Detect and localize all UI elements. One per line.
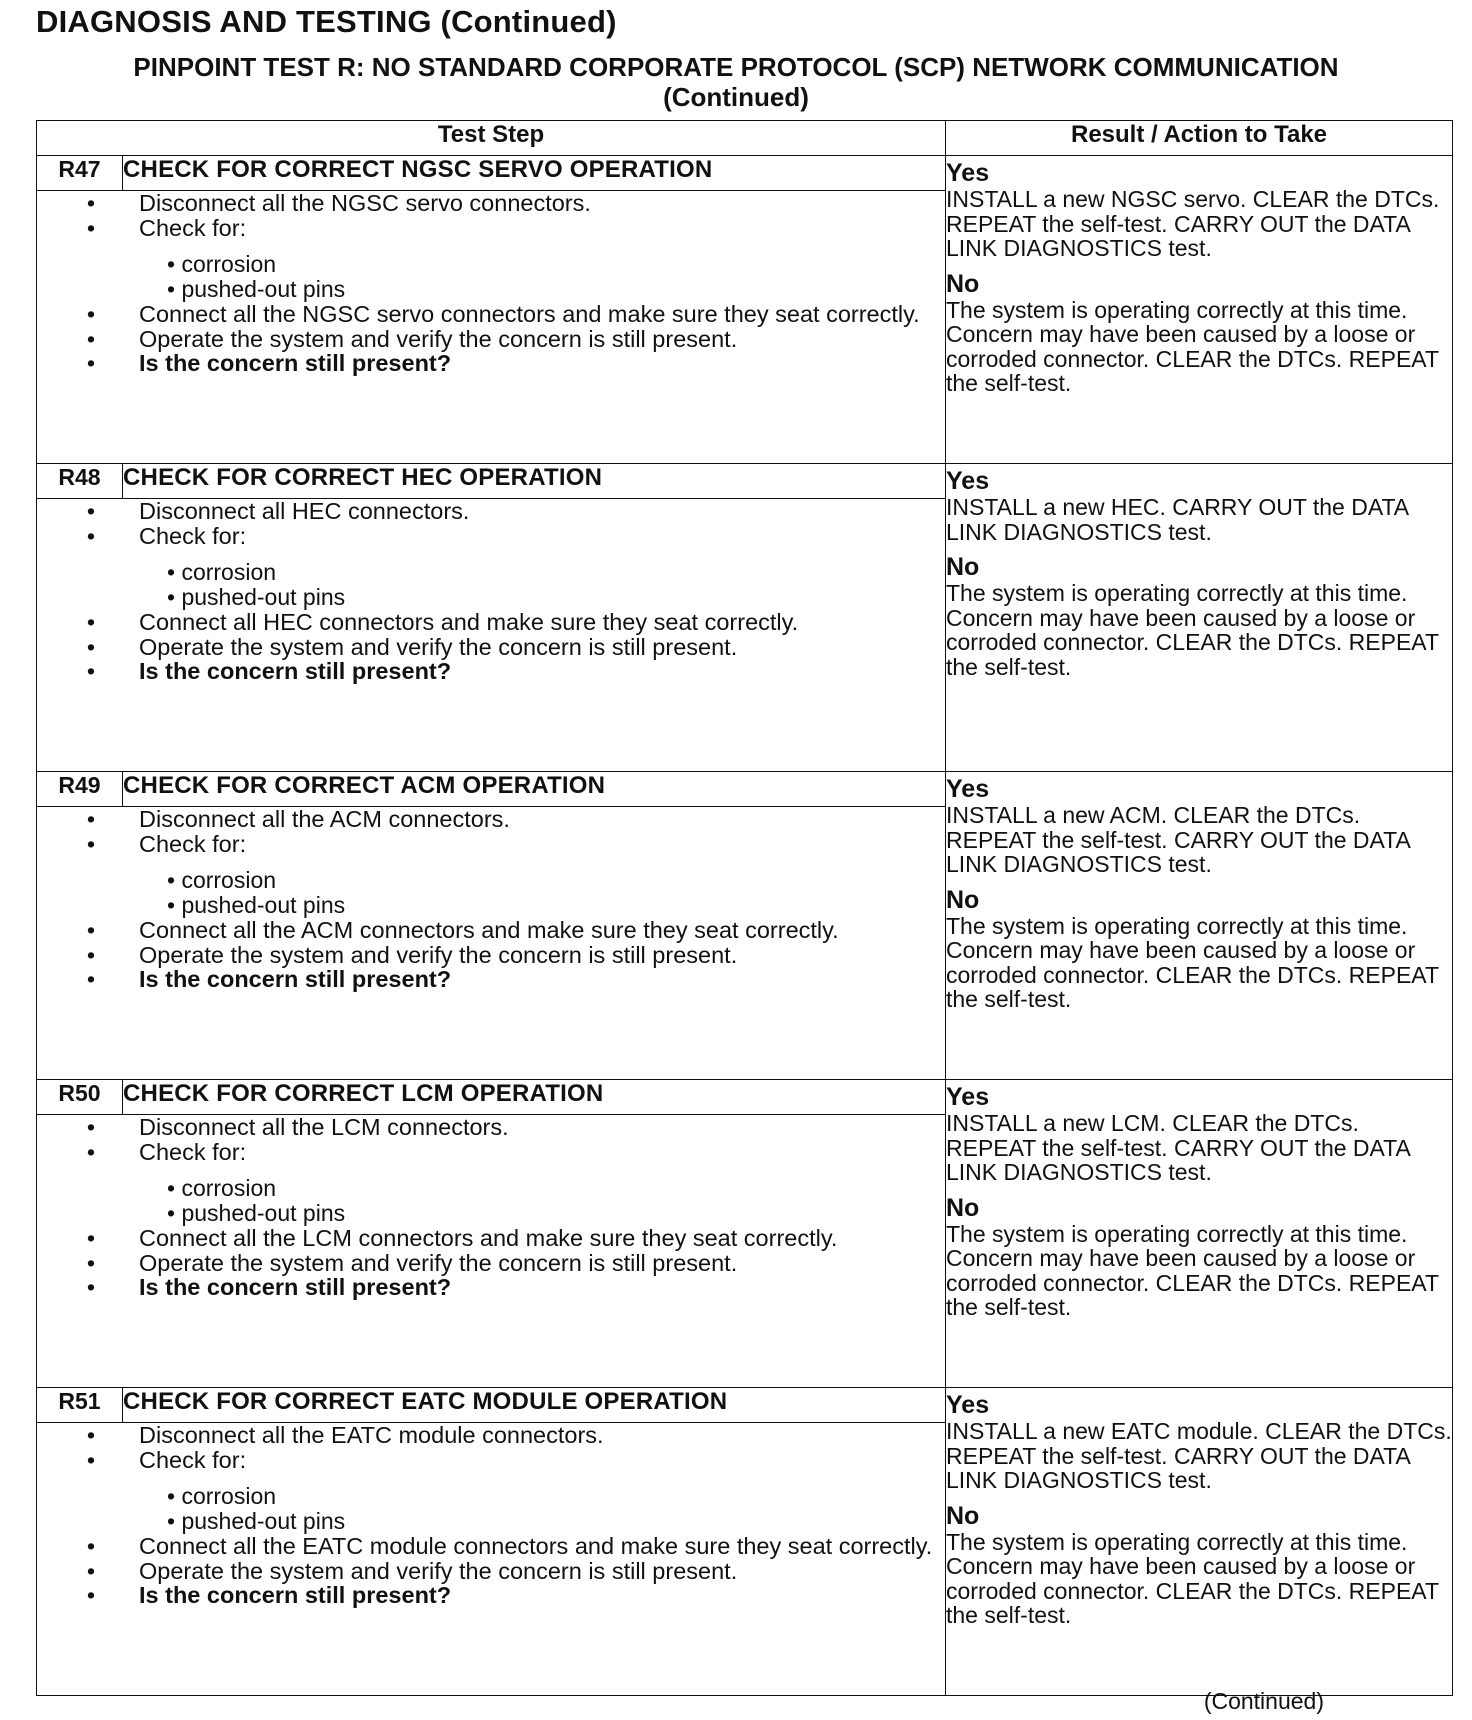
step-result	[946, 772, 1453, 1080]
result-header: Result / Action to Take	[946, 121, 1453, 156]
no-action: The system is operating correctly at this time. Concern may have been caused by a loose or corroded connector. CLEAR the DTCs. REPEAT the self-test.	[946, 296, 1439, 396]
page-title: DIAGNOSIS AND TESTING (Continued)	[36, 4, 617, 39]
step-bullet	[37, 302, 945, 327]
no-action: The system is operating correctly at this time. Concern may have been caused by a loose or corroded connector. CLEAR the DTCs. REPEAT the self-test.	[946, 580, 1439, 680]
test-step-header: Test Step	[37, 121, 946, 156]
check-sublist	[37, 1164, 945, 1226]
pinpoint-test-title-line1: PINPOINT TEST R: NO STANDARD CORPORATE PROTOCOL (SCP) NETWORK COMMUNICATION	[133, 52, 1339, 82]
yes-label: Yes	[946, 159, 990, 187]
bullet-dot: •	[86, 941, 96, 968]
step-title: CHECK FOR CORRECT LCM OPERATION	[123, 1080, 946, 1115]
step-id: R48	[37, 464, 123, 499]
check-sublist	[37, 548, 945, 610]
step-title-row	[37, 464, 1453, 499]
step-bullet	[37, 499, 945, 524]
step-result	[946, 1080, 1453, 1388]
step-bullet	[37, 1559, 945, 1584]
bullet-dot: •	[86, 917, 96, 943]
yes-label: Yes	[946, 467, 990, 495]
step-bullet	[37, 943, 945, 968]
bullet-text: Connect all the LCM connectors and make sure they seat correctly.	[139, 1225, 838, 1251]
step-result	[946, 156, 1453, 464]
bullet-dot: •	[86, 498, 96, 524]
bullet-text: Check for:	[139, 214, 247, 241]
step-bullet	[37, 1448, 945, 1473]
yes-action: INSTALL a new LCM. CLEAR the DTCs. REPEAT the self-test. CARRY OUT the DATA LINK DIAGNOSTICS test.	[946, 1110, 1410, 1185]
step-bullet	[37, 1423, 945, 1448]
sub-item: • pushed-out pins	[167, 1200, 346, 1226]
question-text: Is the concern still present?	[139, 966, 452, 992]
bullet-text: Connect all HEC connectors and make sure they seat correctly.	[139, 609, 799, 635]
step-bullet	[37, 807, 945, 832]
step-bullet	[37, 635, 945, 660]
step-instructions	[37, 1423, 946, 1696]
step-bullet	[37, 1115, 945, 1140]
no-action: The system is operating correctly at this time. Concern may have been caused by a loose or corroded connector. CLEAR the DTCs. REPEAT the self-test.	[946, 1220, 1439, 1320]
continued-footer: (Continued)	[1203, 1688, 1324, 1714]
step-id: R49	[37, 772, 123, 807]
bullet-dot: •	[86, 806, 96, 832]
yes-label: Yes	[946, 775, 990, 803]
bullet-dot: •	[86, 350, 96, 376]
no-label: No	[946, 1501, 980, 1530]
question-text: Is the concern still present?	[139, 658, 452, 684]
step-title-row	[37, 1388, 1453, 1423]
step-id: R51	[37, 1388, 123, 1423]
step-instructions	[37, 807, 946, 1080]
step-bullet	[37, 832, 945, 857]
sub-item: • corrosion	[167, 1175, 277, 1201]
step-result	[946, 464, 1453, 772]
pinpoint-test-title	[0, 52, 1472, 112]
bullet-text: Disconnect all HEC connectors.	[139, 498, 470, 524]
question-text: Is the concern still present?	[139, 1274, 452, 1300]
bullet-dot: •	[86, 609, 96, 635]
step-title-row	[37, 1080, 1453, 1115]
step-question	[37, 351, 945, 376]
yes-action: INSTALL a new NGSC servo. CLEAR the DTCs. REPEAT the self-test. CARRY OUT the DATA LINK DIAGNOSTICS test.	[946, 186, 1440, 261]
step-result	[946, 1388, 1453, 1696]
step-bullet	[37, 524, 945, 549]
bullet-dot: •	[86, 1114, 96, 1140]
bullet-dot: •	[86, 1582, 96, 1608]
bullet-text: Disconnect all the LCM connectors.	[139, 1114, 509, 1140]
sub-item: • corrosion	[167, 251, 277, 277]
bullet-text: Check for:	[139, 830, 247, 857]
bullet-text: Check for:	[139, 1446, 247, 1473]
sub-item: • corrosion	[167, 1483, 277, 1509]
step-id: R50	[37, 1080, 123, 1115]
step-id: R47	[37, 156, 123, 191]
step-question	[37, 967, 945, 992]
step-title: CHECK FOR CORRECT NGSC SERVO OPERATION	[123, 156, 946, 191]
sub-item: • corrosion	[167, 867, 277, 893]
bullet-dot: •	[86, 1557, 96, 1584]
sub-item: • pushed-out pins	[167, 892, 346, 918]
bullet-dot: •	[86, 325, 96, 352]
step-bullet	[37, 918, 945, 943]
bullet-text: Disconnect all the ACM connectors.	[139, 806, 510, 832]
sub-item: • pushed-out pins	[167, 276, 346, 302]
bullet-text: Connect all the NGSC servo connectors and make sure they seat correctly.	[139, 301, 920, 327]
sub-item: • pushed-out pins	[167, 1508, 346, 1534]
bullet-text: Disconnect all the EATC module connectors.	[139, 1422, 604, 1448]
step-instructions	[37, 499, 946, 772]
bullet-text: Operate the system and verify the concern is still present.	[139, 325, 738, 352]
step-bullet	[37, 610, 945, 635]
step-title-row	[37, 772, 1453, 807]
check-sublist	[37, 240, 945, 302]
bullet-dot: •	[86, 190, 96, 216]
yes-label: Yes	[946, 1083, 990, 1111]
sub-item: • pushed-out pins	[167, 584, 346, 610]
table-header-row	[37, 121, 1453, 156]
no-label: No	[946, 1193, 980, 1222]
step-question	[37, 1275, 945, 1300]
pinpoint-test-table	[36, 120, 1453, 1696]
step-question	[37, 1583, 945, 1608]
yes-action: INSTALL a new EATC module. CLEAR the DTCs. REPEAT the self-test. CARRY OUT the DATA LINK DIAGNOSTICS test.	[946, 1418, 1452, 1493]
bullet-text: Operate the system and verify the concern is still present.	[139, 941, 738, 968]
no-action: The system is operating correctly at this time. Concern may have been caused by a loose or corroded connector. CLEAR the DTCs. REPEAT the self-test.	[946, 1528, 1439, 1628]
no-label: No	[946, 885, 980, 914]
check-sublist	[37, 1472, 945, 1534]
bullet-dot: •	[86, 1446, 96, 1473]
bullet-text: Check for:	[139, 1138, 247, 1165]
bullet-text: Connect all the EATC module connectors and make sure they seat correctly.	[139, 1533, 933, 1559]
step-title: CHECK FOR CORRECT ACM OPERATION	[123, 772, 946, 807]
bullet-dot: •	[86, 830, 96, 857]
bullet-text: Check for:	[139, 522, 247, 549]
bullet-text: Connect all the ACM connectors and make sure they seat correctly.	[139, 917, 839, 943]
sub-item: • corrosion	[167, 559, 277, 585]
no-action: The system is operating correctly at this time. Concern may have been caused by a loose or corroded connector. CLEAR the DTCs. REPEAT the self-test.	[946, 912, 1439, 1012]
step-title: CHECK FOR CORRECT EATC MODULE OPERATION	[123, 1388, 946, 1423]
question-text: Is the concern still present?	[139, 1582, 452, 1608]
yes-action: INSTALL a new ACM. CLEAR the DTCs. REPEAT the self-test. CARRY OUT the DATA LINK DIAGNOSTICS test.	[946, 802, 1410, 877]
steps-body	[37, 156, 1453, 1696]
bullet-dot: •	[86, 658, 96, 684]
bullet-dot: •	[86, 1533, 96, 1559]
step-bullet	[37, 1534, 945, 1559]
step-instructions	[37, 1115, 946, 1388]
bullet-text: Operate the system and verify the concern is still present.	[139, 633, 738, 660]
bullet-dot: •	[86, 1422, 96, 1448]
step-title: CHECK FOR CORRECT HEC OPERATION	[123, 464, 946, 499]
step-bullet	[37, 191, 945, 216]
bullet-text: Disconnect all the NGSC servo connectors.	[139, 190, 591, 216]
step-title-row	[37, 156, 1453, 191]
bullet-dot: •	[86, 966, 96, 992]
pinpoint-test-title-line2: (Continued)	[663, 82, 809, 112]
bullet-dot: •	[86, 1274, 96, 1300]
check-sublist	[37, 856, 945, 918]
step-question	[37, 659, 945, 684]
step-bullet	[37, 327, 945, 352]
step-bullet	[37, 216, 945, 241]
yes-action: INSTALL a new HEC. CARRY OUT the DATA LINK DIAGNOSTICS test.	[946, 494, 1408, 545]
bullet-dot: •	[86, 1138, 96, 1165]
question-text: Is the concern still present?	[139, 350, 452, 376]
bullet-dot: •	[86, 301, 96, 327]
bullet-dot: •	[86, 633, 96, 660]
bullet-dot: •	[86, 522, 96, 549]
bullet-dot: •	[86, 1249, 96, 1276]
no-label: No	[946, 269, 980, 298]
step-bullet	[37, 1140, 945, 1165]
bullet-text: Operate the system and verify the concern is still present.	[139, 1557, 738, 1584]
step-bullet	[37, 1226, 945, 1251]
bullet-text: Operate the system and verify the concern is still present.	[139, 1249, 738, 1276]
bullet-dot: •	[86, 1225, 96, 1251]
no-label: No	[946, 553, 980, 581]
yes-label: Yes	[946, 1391, 990, 1419]
step-bullet	[37, 1251, 945, 1276]
step-instructions	[37, 191, 946, 464]
bullet-dot: •	[86, 214, 96, 241]
